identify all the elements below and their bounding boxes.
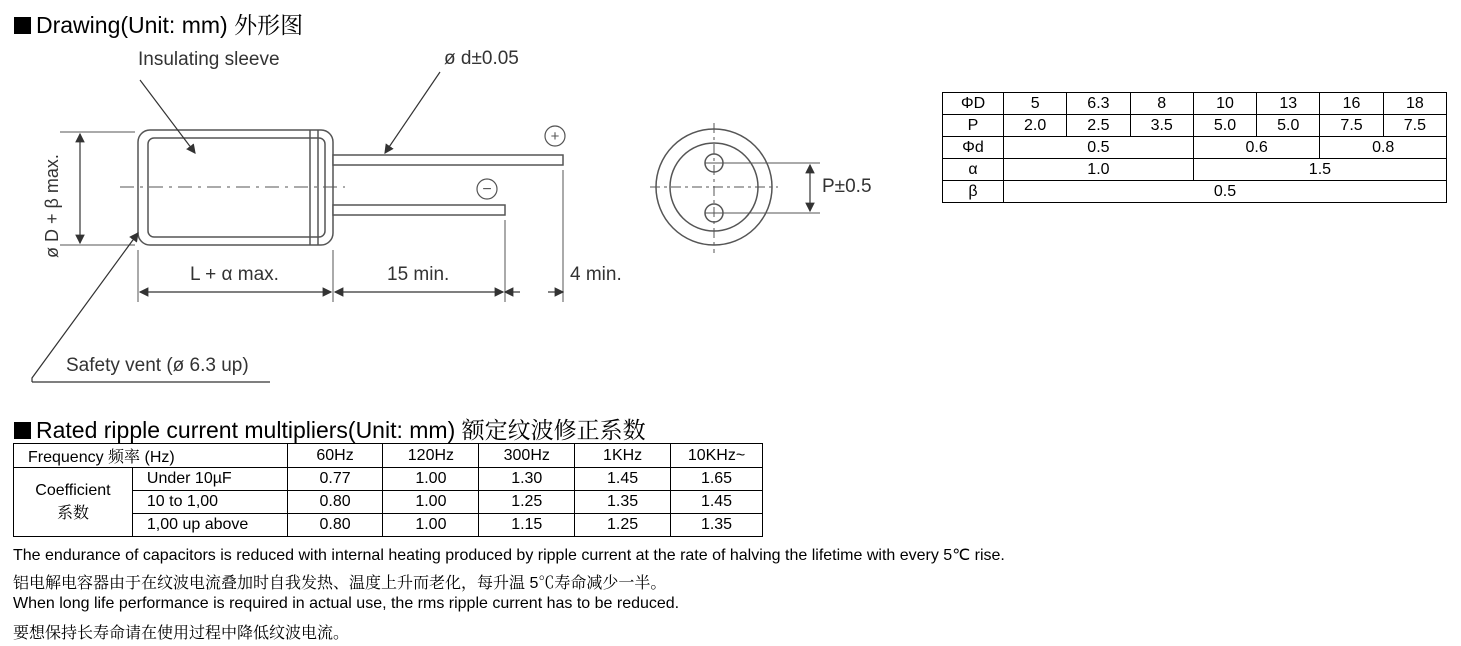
lead-negative — [333, 205, 505, 215]
table-cell: 0.5 — [1004, 181, 1447, 203]
label-4-min: 4 min. — [570, 264, 622, 285]
label-insulating-sleeve: Insulating sleeve — [138, 49, 280, 70]
table-row — [14, 468, 763, 491]
table-cell: 1.30 — [479, 468, 575, 491]
table-cell: 1.35 — [575, 491, 671, 514]
table-cell: 0.6 — [1193, 137, 1320, 159]
label-body-length: L + α max. — [190, 264, 279, 285]
svg-text:+: + — [550, 128, 560, 145]
row-label: 1,00 up above — [132, 514, 287, 537]
table-row — [943, 137, 1447, 159]
end-view — [650, 123, 820, 253]
row-label: β — [943, 181, 1004, 203]
table-cell: 7.5 — [1383, 115, 1446, 137]
drawing-heading: Drawing(Unit: mm) 外形图 — [14, 7, 303, 40]
table-row — [943, 93, 1447, 115]
table-cell: 1.25 — [575, 514, 671, 537]
table-cell: 5 — [1004, 93, 1067, 115]
table-cell: 0.5 — [1004, 137, 1194, 159]
table-cell: 6.3 — [1067, 93, 1130, 115]
table-cell: 1.25 — [479, 491, 575, 514]
table-cell: 1.65 — [671, 468, 763, 491]
ripple-table — [13, 443, 763, 537]
table-cell: 1.15 — [479, 514, 575, 537]
table-cell: 1.00 — [383, 491, 479, 514]
table-cell: 0.77 — [287, 468, 383, 491]
row-label: P — [943, 115, 1004, 137]
table-cell: 10 — [1193, 93, 1256, 115]
freq-col: 120Hz — [383, 444, 479, 468]
row-label: ΦD — [943, 93, 1004, 115]
table-row — [943, 115, 1447, 137]
lead-positive — [333, 155, 563, 165]
freq-col: 300Hz — [479, 444, 575, 468]
label-lead-diameter: ø d±0.05 — [444, 48, 519, 69]
table-cell: 5.0 — [1193, 115, 1256, 137]
label-pitch: P±0.5 — [822, 176, 872, 197]
note-line-3: When long life performance is required in actual use, the rms ripple current has to be reduced. — [13, 595, 680, 612]
table-cell: 0.8 — [1320, 137, 1447, 159]
table-cell: 16 — [1320, 93, 1383, 115]
table-cell: 0.80 — [287, 491, 383, 514]
freq-col: 10KHz~ — [671, 444, 763, 468]
ripple-header-row — [14, 444, 763, 468]
table-cell: 7.5 — [1320, 115, 1383, 137]
capacitor-drawing — [0, 40, 920, 390]
table-cell: 2.0 — [1004, 115, 1067, 137]
table-cell: 1.45 — [671, 491, 763, 514]
table-cell: 8 — [1130, 93, 1193, 115]
row-label: Under 10µF — [132, 468, 287, 491]
row-label: α — [943, 159, 1004, 181]
row-label: Φd — [943, 137, 1004, 159]
table-cell: 5.0 — [1257, 115, 1320, 137]
label-lead-length: 15 min. — [387, 264, 450, 285]
table-cell: 1.5 — [1193, 159, 1446, 181]
table-cell: 1.00 — [383, 468, 479, 491]
ripple-heading: Rated ripple current multipliers(Unit: mm) 额定纹波修正系数 — [14, 412, 646, 445]
table-row — [943, 159, 1447, 181]
square-bullet-icon — [14, 17, 31, 34]
frequency-header: Frequency 频率 (Hz) — [14, 444, 288, 468]
coefficient-label: Coefficient 系数 — [14, 468, 133, 537]
square-bullet-icon — [14, 422, 31, 439]
note-line-2: 铝电解电容器由于在纹波电流叠加时自我发热、温度上升而老化，每升温 5℃寿命减少一半。 — [13, 575, 667, 592]
row-label: 10 to 1,00 — [132, 491, 287, 514]
table-cell: 1.45 — [575, 468, 671, 491]
table-cell: 0.80 — [287, 514, 383, 537]
note-line-1: The endurance of capacitors is reduced with internal heating produced by ripple current at the rate of halving the lifetime with every 5℃ rise. — [13, 547, 1005, 564]
freq-col: 60Hz — [287, 444, 383, 468]
table-cell: 2.5 — [1067, 115, 1130, 137]
table-row — [943, 181, 1447, 203]
label-body-diameter: ø D + β max. — [42, 154, 62, 258]
svg-text:−: − — [482, 181, 492, 198]
label-safety-vent: Safety vent (ø 6.3 up) — [66, 355, 249, 376]
dimension-table — [942, 92, 1447, 203]
table-cell: 1.0 — [1004, 159, 1194, 181]
table-cell: 13 — [1257, 93, 1320, 115]
table-cell: 1.35 — [671, 514, 763, 537]
note-line-4: 要想保持长寿命请在使用过程中降低纹波电流。 — [13, 625, 350, 642]
table-cell: 3.5 — [1130, 115, 1193, 137]
freq-col: 1KHz — [575, 444, 671, 468]
table-cell: 18 — [1383, 93, 1446, 115]
table-cell: 1.00 — [383, 514, 479, 537]
